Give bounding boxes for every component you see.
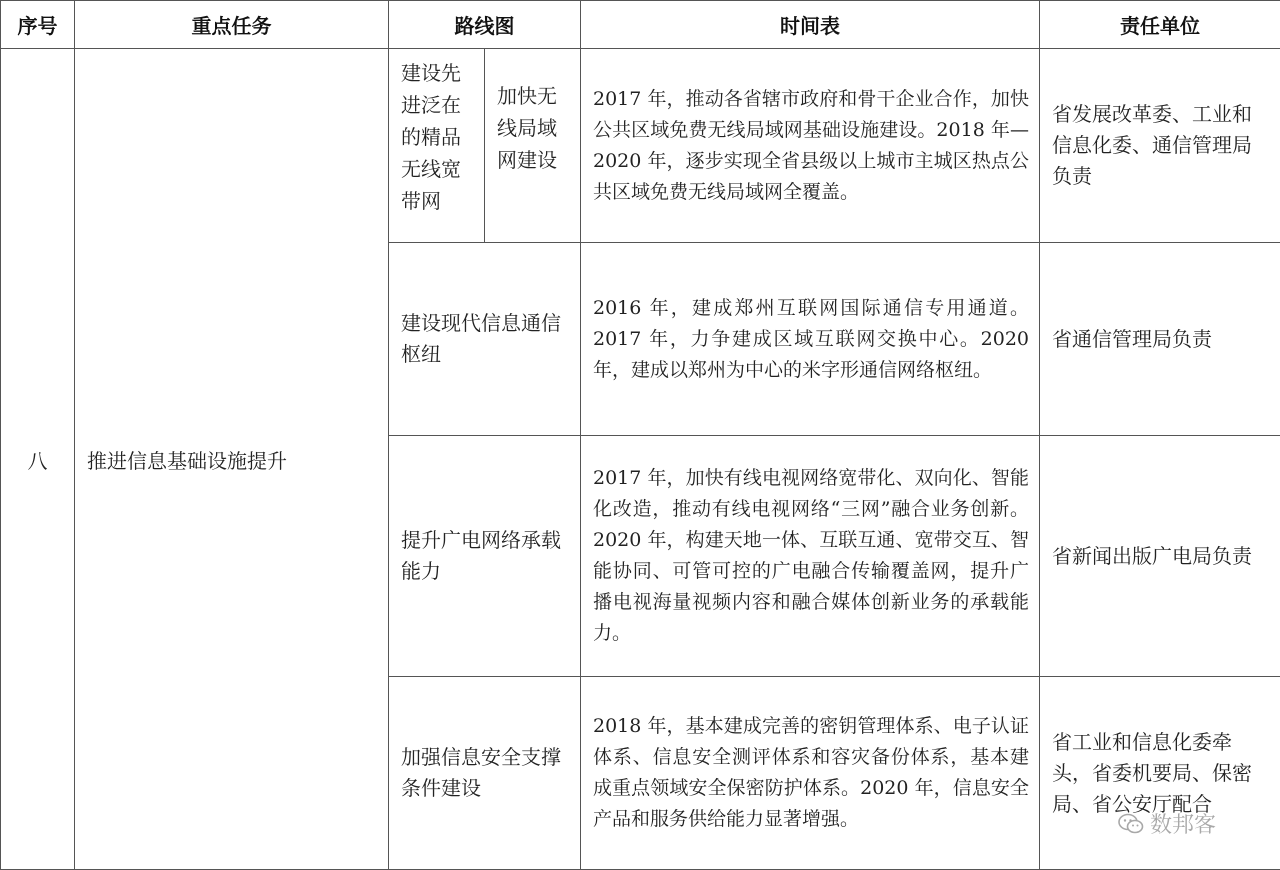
section-serial: 八 bbox=[1, 49, 75, 870]
responsible-cell: 省发展改革委、工业和信息化委、通信管理局负责 bbox=[1040, 49, 1280, 243]
header-schedule: 时间表 bbox=[581, 1, 1040, 49]
header-serial: 序号 bbox=[1, 1, 75, 49]
schedule-cell: 2017 年，推动各省辖市政府和骨干企业合作，加快公共区域免费无线局域网基础设施建设。2018 年—2020 年，逐步实现全省县级以上城市主城区热点公共区域免费无线局域网全覆盖。 bbox=[581, 49, 1040, 243]
responsible-cell: 省工业和信息化委牵头，省委机要局、保密局、省公安厅配合 bbox=[1040, 677, 1280, 870]
route-main: 建设先进泛在的精品无线宽带网 bbox=[389, 49, 485, 242]
schedule-cell: 2017 年，加快有线电视网络宽带化、双向化、智能化改造，推动有线电视网络“三网”融合业务创新。2020 年，构建天地一体、互联互通、宽带交互、智能协同、可管可控的广电融合传输覆盖网，提升广播电视海量视频内容和融合媒体创新业务的承载能力。 bbox=[581, 436, 1040, 677]
header-task: 重点任务 bbox=[75, 1, 389, 49]
route-split bbox=[389, 49, 580, 242]
responsible-cell: 省通信管理局负责 bbox=[1040, 243, 1280, 436]
watermark-text: 数邦客 bbox=[1150, 813, 1217, 838]
wechat-icon bbox=[1118, 813, 1144, 835]
section-task: 推进信息基础设施提升 bbox=[75, 49, 389, 870]
table-row bbox=[1, 49, 1280, 243]
watermark bbox=[1118, 808, 1216, 839]
route-sub: 加快无线局域网建设 bbox=[497, 83, 557, 172]
route-cell-split bbox=[389, 49, 581, 243]
route-sub-wrap bbox=[485, 49, 580, 242]
route-cell: 提升广电网络承载能力 bbox=[389, 436, 581, 677]
route-cell: 建设现代信息通信枢纽 bbox=[389, 243, 581, 436]
header-row bbox=[1, 1, 1280, 49]
schedule-cell: 2018 年，基本建成完善的密钥管理体系、电子认证体系、信息安全测评体系和容灾备份体系，基本建成重点领域安全保密防护体系。2020 年，信息安全产品和服务供给能力显著增强。 bbox=[581, 677, 1040, 870]
header-responsible: 责任单位 bbox=[1040, 1, 1280, 49]
header-route: 路线图 bbox=[389, 1, 581, 49]
route-cell: 加强信息安全支撑条件建设 bbox=[389, 677, 581, 870]
schedule-cell: 2016 年，建成郑州互联网国际通信专用通道。2017 年，力争建成区域互联网交换中心。2020 年，建成以郑州为中心的米字形通信网络枢纽。 bbox=[581, 243, 1040, 436]
responsible-cell: 省新闻出版广电局负责 bbox=[1040, 436, 1280, 677]
